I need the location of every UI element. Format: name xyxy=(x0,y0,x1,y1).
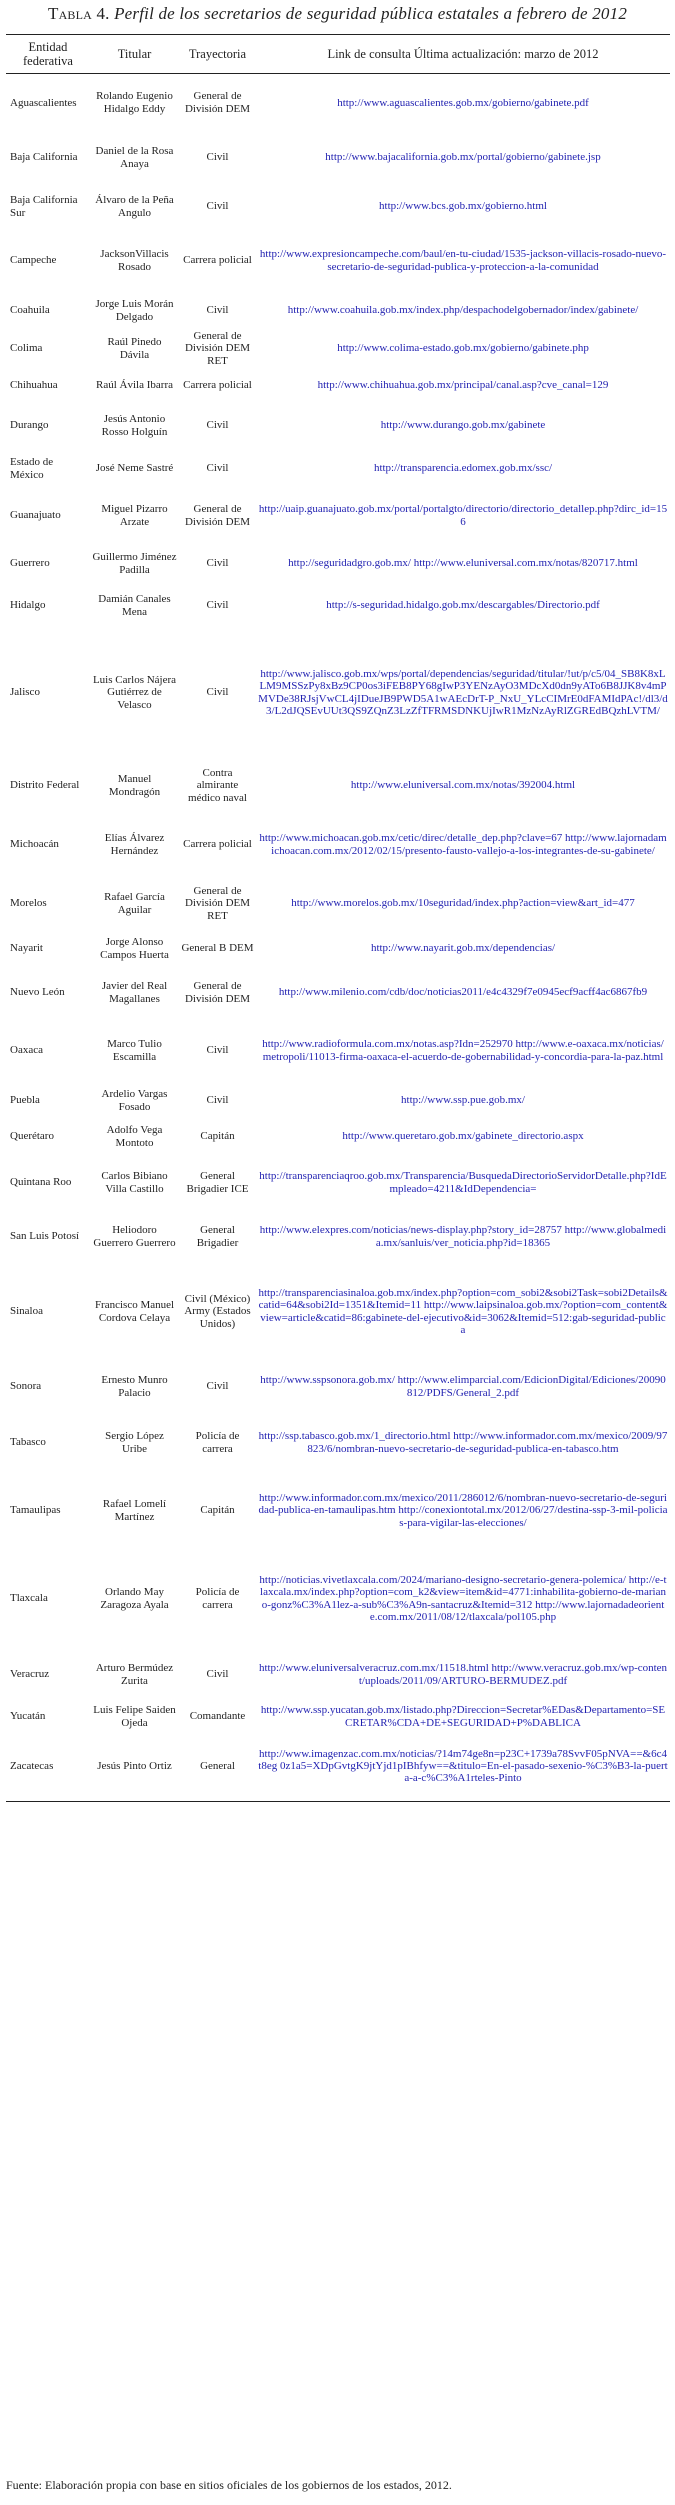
link-cell[interactable]: http://transparencia.edomex.gob.mx/ssc/ xyxy=(373,462,553,475)
table-row xyxy=(6,292,670,330)
trayectoria-cell: General de División DEM RET xyxy=(184,330,251,367)
entity-cell: Aguascalientes xyxy=(10,96,77,109)
table-row xyxy=(6,1648,670,1702)
titular-cell: Sergio López Uribe xyxy=(105,1430,164,1455)
trayectoria-cell: General de División DEM xyxy=(184,980,251,1005)
entity-cell: Veracruz xyxy=(10,1668,50,1681)
titular-cell: Guillermo Jiménez Padilla xyxy=(92,551,177,576)
table-body xyxy=(6,74,670,1802)
link-cell[interactable]: http://www.eluniversal.com.mx/notas/392004.html xyxy=(350,779,576,792)
link-cell[interactable]: http://www.sspsonora.gob.mx/ http://www.elimparcial.com/EdicionDigital/Ediciones/20090812/PDFS/General_2.pdf xyxy=(260,1374,666,1399)
trayectoria-cell: General B DEM xyxy=(181,942,254,955)
trayectoria-cell: General de División DEM xyxy=(184,90,251,115)
table-row xyxy=(6,968,670,1018)
trayectoria-cell: Policía de carrera xyxy=(195,1430,240,1455)
trayectoria-cell: General Brigadier xyxy=(196,1224,239,1249)
trayectoria-cell: Civil xyxy=(206,1094,229,1107)
entity-cell: Durango xyxy=(10,419,49,432)
entity-cell: Colima xyxy=(10,342,43,355)
table-row xyxy=(6,1156,670,1210)
table-row xyxy=(6,1702,670,1732)
entity-cell: Guerrero xyxy=(10,557,50,570)
titular-cell: Elías Álvarez Hernández xyxy=(104,832,165,857)
titular-cell: JacksonVillacis Rosado xyxy=(100,248,169,273)
trayectoria-cell: Comandante xyxy=(189,1710,246,1723)
titular-cell: Ardelio Vargas Fosado xyxy=(101,1088,168,1113)
entity-cell: Michoacán xyxy=(10,838,59,851)
titular-cell: Damián Canales Mena xyxy=(98,593,171,618)
link-cell[interactable]: http://transparenciasinaloa.gob.mx/index.php?option=com_sobi2&sobi2Task=sobi2Details&catid=64&sobi2Id=1351&Itemid=11 http://www.laipsinaloa.gob.mx/?option=com_content&view=article&catid=86:gabinete-del-ejecutivo&id=3062&Itemid=512:gab-seguridad-publica xyxy=(258,1286,668,1336)
link-cell[interactable]: http://www.colima-estado.gob.mx/gobierno/gabinete.php xyxy=(337,342,589,355)
entity-cell: Puebla xyxy=(10,1094,40,1107)
link-cell[interactable]: http://www.ssp.pue.gob.mx/ xyxy=(401,1094,525,1107)
header-trayectoria: Trayectoria xyxy=(179,36,256,74)
link-cell[interactable]: http://www.michoacan.gob.mx/cetic/direc/detalle_dep.php?clave=67 http://www.lajornadamichoacan.com.mx/2012/02/15/presento-fausto-vallejo-a-los-integrantes-de-su-gabinete/ xyxy=(259,832,667,857)
trayectoria-cell: Civil xyxy=(206,419,229,432)
entity-cell: Morelos xyxy=(10,897,47,910)
titular-cell: Francisco Manuel Cordova Celaya xyxy=(94,1299,175,1324)
link-cell[interactable]: http://www.eluniversalveracruz.com.mx/11518.html http://www.veracruz.gob.mx/wp-content/uploads/2011/09/ARTURO-BERMUDEZ.pdf xyxy=(258,1662,668,1687)
titular-cell: Miguel Pizarro Arzate xyxy=(101,503,168,528)
table-row xyxy=(6,1210,670,1264)
link-cell[interactable]: http://uaip.guanajuato.gob.mx/portal/portalgto/directorio/directorio_detallep.php?dirc_id=156 xyxy=(258,503,668,528)
link-cell[interactable]: http://ssp.tabasco.gob.mx/1_directorio.html http://www.informador.com.mx/mexico/2009/97823/6/nombran-nuevo-secretario-de-seguridad-publica-en-tabasco.htm xyxy=(258,1430,668,1455)
trayectoria-cell: Civil xyxy=(206,1668,229,1681)
table-row xyxy=(6,448,670,490)
entity-cell: Guanajuato xyxy=(10,509,61,522)
link-cell[interactable]: http://www.informador.com.mx/mexico/2011/286012/6/nombran-nuevo-secretario-de-seguridad-publica-en-tamaulipas.htm http://conexiontotal.mx/2012/06/27/destina-ssp-3-mil-policias-para-vigilar-las-elecciones/ xyxy=(258,1492,668,1529)
link-cell[interactable]: http://www.durango.gob.mx/gabinete xyxy=(380,419,546,432)
trayectoria-cell: Civil xyxy=(206,1380,229,1393)
link-cell[interactable]: http://www.milenio.com/cdb/doc/noticias2011/e4c4329f7e0945ecf9acff4ac6867fb9 xyxy=(278,986,648,999)
titular-cell: Marco Tulio Escamilla xyxy=(107,1038,162,1063)
entity-cell: Nuevo León xyxy=(10,986,65,999)
table-row xyxy=(6,1360,670,1414)
entity-cell: Quintana Roo xyxy=(10,1176,72,1189)
link-cell[interactable]: http://www.queretaro.gob.mx/gabinete_directorio.aspx xyxy=(342,1130,584,1143)
titular-cell: Ernesto Munro Palacio xyxy=(101,1374,168,1399)
table-row xyxy=(6,586,670,626)
titular-cell: Luis Carlos Nájera Gutiérrez de Velasco xyxy=(92,674,177,711)
trayectoria-cell: Policía de carrera xyxy=(195,1586,240,1611)
table-row xyxy=(6,1550,670,1648)
trayectoria-cell: Capitán xyxy=(200,1504,235,1517)
top-rule xyxy=(6,34,670,35)
titular-cell: José Neme Sastré xyxy=(95,462,174,475)
trayectoria-cell: Civil xyxy=(206,686,229,699)
table-row xyxy=(6,1018,670,1084)
table-row xyxy=(6,1084,670,1118)
table-row xyxy=(6,1732,670,1802)
header-titular: Titular xyxy=(90,36,179,74)
trayectoria-cell: Civil xyxy=(206,1044,229,1057)
entity-cell: Tabasco xyxy=(10,1436,46,1449)
entity-cell: Oaxaca xyxy=(10,1044,43,1057)
titular-cell: Álvaro de la Peña Angulo xyxy=(95,194,174,219)
link-cell[interactable]: http://www.aguascalientes.gob.mx/gobierno/gabinete.pdf xyxy=(337,96,589,109)
titular-cell: Rafael Lomelí Martínez xyxy=(102,1498,167,1523)
titular-cell: Heliodoro Guerrero Guerrero xyxy=(93,1224,176,1249)
titular-cell: Jesús Antonio Rosso Holguín xyxy=(101,413,168,438)
table-row xyxy=(6,404,670,448)
trayectoria-cell: General Brigadier ICE xyxy=(186,1170,249,1195)
entity-cell: Querétaro xyxy=(10,1130,54,1143)
table-caption xyxy=(0,0,675,28)
table-row xyxy=(6,1472,670,1550)
trayectoria-cell: Civil xyxy=(206,462,229,475)
titular-cell: Jorge Alonso Campos Huerta xyxy=(100,936,169,961)
table-title: Perfil de los secretarios de seguridad pública estatales a febrero de 2012 xyxy=(114,4,628,23)
titular-cell: Raúl Ávila Ibarra xyxy=(96,379,173,392)
table-row xyxy=(6,878,670,930)
entity-cell: Estado de México xyxy=(10,456,54,481)
trayectoria-cell: Carrera policial xyxy=(183,838,252,851)
trayectoria-cell: Civil xyxy=(206,304,229,317)
link-cell[interactable]: http://www.radioformula.com.mx/notas.asp?Idn=252970 http://www.e-oaxaca.mx/noticias/metropoli/11013-firma-oaxaca-el-acuerdo-de-gobernabilidad-y-concordia-para-la-paz.html xyxy=(262,1038,664,1063)
table-row xyxy=(6,368,670,404)
header-entity: Entidad federativa xyxy=(6,36,90,74)
table-row xyxy=(6,330,670,368)
table-row xyxy=(6,184,670,230)
titular-cell: Raúl Pinedo Dávila xyxy=(107,336,162,361)
entity-cell: Jalisco xyxy=(10,686,40,699)
titular-cell: Jesús Pinto Ortiz xyxy=(90,1732,179,1802)
link-cell[interactable]: http://www.morelos.gob.mx/10seguridad/index.php?action=view&art_id=477 xyxy=(291,897,635,910)
link-cell[interactable]: http://www.ssp.yucatan.gob.mx/listado.php?Direccion=Secretar%EDas&Departamento=SECRETAR%CDA+DE+SEGURIDAD+P%DABLICA xyxy=(260,1704,666,1729)
table-row xyxy=(6,1264,670,1360)
link-cell[interactable]: http://noticias.vivetlaxcala.com/2024/mariano-designo-secretario-genera-polemica/ http://e-tlaxcala.mx/index.php?option=com_k2&view=item&id=4771:inhabilita-gobierno-de-mariano-gonz%C3%A1lez-a-sub%C3%A9n-santacruz&Itemid=312 http://www.lajornadadeoriente.com.mx/2011/08/12/tlaxcala/pol105.php xyxy=(259,1573,667,1623)
entity-cell: Zacatecas xyxy=(6,1732,90,1802)
table-row xyxy=(6,812,670,878)
titular-cell: Manuel Mondragón xyxy=(108,773,161,798)
secretaries-table xyxy=(6,36,670,1802)
entity-cell: Coahuila xyxy=(10,304,50,317)
titular-cell: Orlando May Zaragoza Ayala xyxy=(100,1586,169,1611)
trayectoria-cell: Civil xyxy=(206,599,229,612)
table-row xyxy=(6,74,670,132)
table-header-row xyxy=(6,36,670,74)
entity-cell: Sinaloa xyxy=(10,1305,43,1318)
entity-cell: San Luis Potosí xyxy=(10,1230,80,1243)
trayectoria-cell: Carrera policial xyxy=(183,254,252,267)
trayectoria-cell: General xyxy=(179,1732,256,1802)
link-cell[interactable]: http://www.chihuahua.gob.mx/principal/canal.asp?cve_canal=129 xyxy=(317,379,609,392)
table-row xyxy=(6,1414,670,1472)
link-cell[interactable]: http://www.expresioncampeche.com/baul/en-tu-ciudad/1535-jackson-villacis-rosado-nuevo-secretario-de-seguridad-publica-y-proteccion-a-la-comunidad xyxy=(259,248,667,273)
titular-cell: Rafael García Aguilar xyxy=(104,891,165,916)
table-row xyxy=(6,626,670,760)
titular-cell: Rolando Eugenio Hidalgo Eddy xyxy=(96,90,173,115)
table-row xyxy=(6,230,670,292)
trayectoria-cell: Carrera policial xyxy=(183,379,252,392)
trayectoria-cell: General de División DEM RET xyxy=(184,885,251,922)
trayectoria-cell: Civil xyxy=(206,200,229,213)
titular-cell: Jorge Luis Morán Delgado xyxy=(95,298,174,323)
trayectoria-cell: General de División DEM xyxy=(184,503,251,528)
entity-cell: Baja California xyxy=(10,151,78,164)
titular-cell: Daniel de la Rosa Anaya xyxy=(95,145,174,170)
entity-cell: Hidalgo xyxy=(10,599,46,612)
titular-cell: Arturo Bermúdez Zurita xyxy=(95,1662,174,1687)
trayectoria-cell: Capitán xyxy=(200,1130,235,1143)
table-row xyxy=(6,760,670,812)
table-row xyxy=(6,132,670,184)
titular-cell: Carlos Bibiano Villa Castillo xyxy=(101,1170,168,1195)
link-cell[interactable]: http://www.nayarit.gob.mx/dependencias/ xyxy=(370,942,556,955)
titular-cell: Adolfo Vega Montoto xyxy=(106,1124,163,1149)
link-cell[interactable]: http://www.coahuila.gob.mx/index.php/despachodelgobernador/index/gabinete/ xyxy=(287,304,639,317)
trayectoria-cell: Contra almirante médico naval xyxy=(188,767,247,804)
link-cell[interactable]: http://transparenciaqroo.gob.mx/Transparencia/BusquedaDirectorioServidorDetalle.php?IdEmpleado=4211&IdDependencia= xyxy=(259,1170,667,1195)
entity-cell: Chihuahua xyxy=(10,379,58,392)
link-cell[interactable]: http://s-seguridad.hidalgo.gob.mx/descargables/Directorio.pdf xyxy=(326,599,600,612)
link-cell[interactable]: http://www.elexpres.com/noticias/news-display.php?story_id=28757 http://www.globalmedia.mx/sanluis/ver_noticia.php?id=18365 xyxy=(259,1224,667,1249)
entity-cell: Baja California Sur xyxy=(10,194,78,219)
trayectoria-cell: Civil (México) Army (Estados Unidos) xyxy=(184,1293,251,1330)
titular-cell: Luis Felipe Saiden Ojeda xyxy=(93,1704,176,1729)
table-row xyxy=(6,542,670,586)
table-row xyxy=(6,490,670,542)
table-number: Tabla 4. xyxy=(47,4,110,23)
entity-cell: Tlaxcala xyxy=(10,1592,48,1605)
entity-cell: Sonora xyxy=(10,1380,42,1393)
entity-cell: Nayarit xyxy=(10,942,43,955)
link-cell[interactable]: http://www.jalisco.gob.mx/wps/portal/dependencias/seguridad/titular/!ut/p/c5/04_SB8K8xLLM9MSSzPy8xBz9CP0os3iFEB8PY68gIwP3YENzAyO3MDcXd0dn9yATo6B8JJK8v4mPMVDe38RJsjVwCL4jIDueJB9PWD5A1wAEcDrT-P_NxU_YLcCIMrE0dFAMIdPAc!/dl3/d3/L2dJQSEvUUt3QS9ZQnZ3LzZfTFRMSDNKUjIwR1MzNzAyRlZGREdBQzhLVTM/ xyxy=(258,667,668,717)
titular-cell: Javier del Real Magallanes xyxy=(101,980,168,1005)
entity-cell: Distrito Federal xyxy=(10,779,80,792)
link-cell[interactable]: http://seguridadgro.gob.mx/ http://www.eluniversal.com.mx/notas/820717.html xyxy=(288,557,638,570)
trayectoria-cell: Civil xyxy=(206,557,229,570)
entity-cell: Campeche xyxy=(10,254,57,267)
entity-cell: Tamaulipas xyxy=(10,1504,61,1517)
entity-cell: Yucatán xyxy=(10,1710,46,1723)
table-row xyxy=(6,1118,670,1156)
link-cell[interactable]: http://www.bcs.gob.mx/gobierno.html xyxy=(379,200,547,213)
table-row xyxy=(6,930,670,968)
header-link: Link de consulta Última actualización: marzo de 2012 xyxy=(256,36,670,74)
link-cell[interactable]: http://www.bajacalifornia.gob.mx/portal/gobierno/gabinete.jsp xyxy=(325,151,601,164)
table-source-note: Fuente: Elaboración propia con base en sitios oficiales de los gobiernos de los estados, 2012. xyxy=(6,2478,452,2492)
link-cell[interactable]: http://www.imagenzac.com.mx/noticias/?14m74ge8n=p23C+1739a78SvvF05pNVA==&6c4t8eg 0z1a5=XDpGvtgK9jtYjd1pIBhfyw==&titulo=En-el-pasado-sexenio-%C3%B3-la-puerta-a-c%C3%A1rteles-Pinto xyxy=(256,1732,670,1802)
trayectoria-cell: Civil xyxy=(206,151,229,164)
